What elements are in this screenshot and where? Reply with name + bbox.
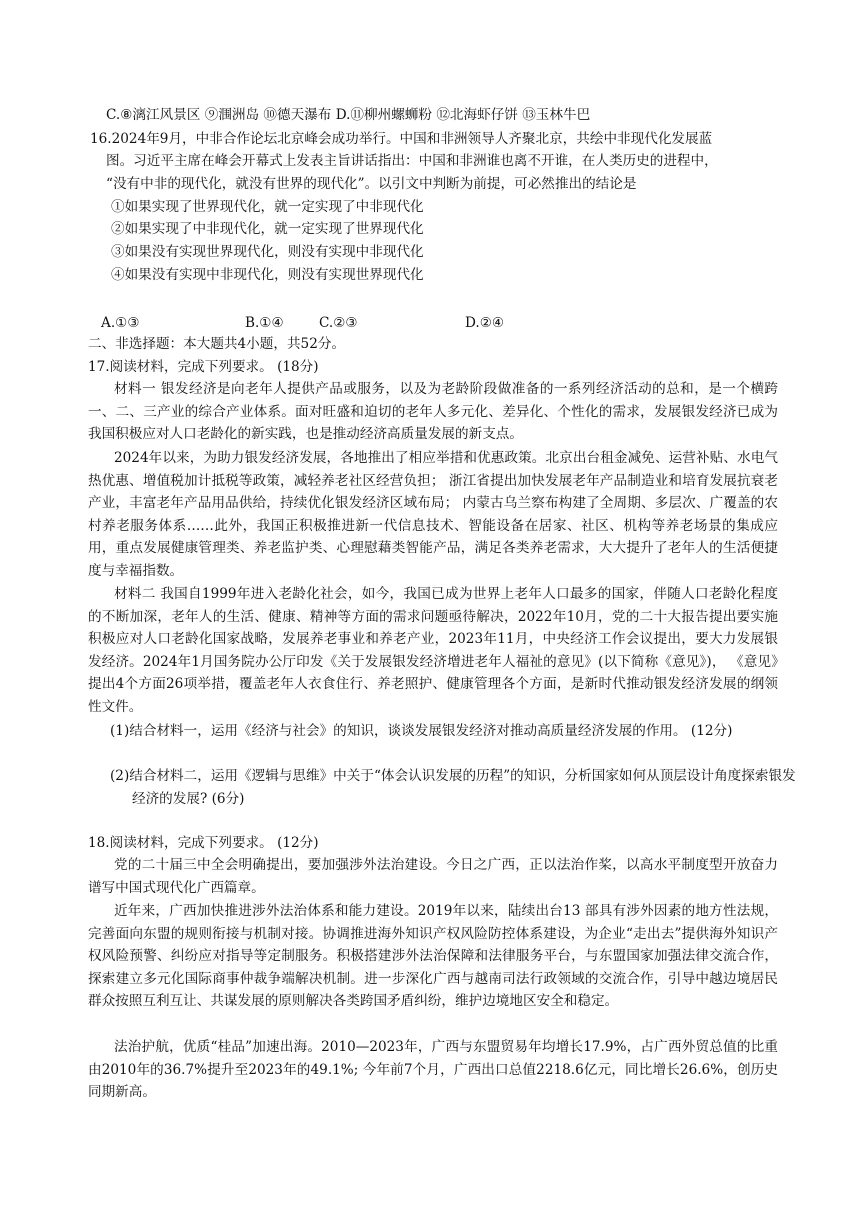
q16-statement-3: ③如果没有实现世界现代化，则没有实现中非现代化 [111, 244, 424, 260]
q17-subquestion-2: (2)结合材料二，运用《逻辑与思维》中关于“体会认识发展的历程”的知识，分析国家如何从顶层设计角度探索银发经济的发展? (6分) [110, 768, 796, 807]
q16-option-b: B.①④ [245, 315, 284, 331]
q17-heading: 17.阅读材料，完成下列要求。 (18分) [88, 359, 319, 375]
q16-statement-1: ①如果实现了世界现代化，就一定实现了中非现代化 [111, 199, 424, 215]
q16-stem-line-3: “没有中非的现代化，就没有世界的现代化”。以引文中判断为前提，可必然推出的结论是 [106, 176, 637, 192]
q17-material-1: 材料一 银发经济是向老年人提供产品或服务，以及为老龄阶段做准备的一系列经济活动的总和，是一个横跨一、二、三产业的综合产业体系。面对旺盛和迫切的老年人多元化、差异化、个性化的需求，发展银发经济已成为我国积极应对人口老龄化的新实践，也是推动经济高质量发展的新支点。 [88, 381, 778, 443]
q16-stem-line-2: 图。习近平主席在峰会开幕式上发表主旨讲话指出：中国和非洲谁也离不开谁，在人类历史的进程中， [106, 153, 718, 169]
q17-material-2: 材料二 我国自1999年进入老龄化社会，如今，我国已成为世界上老年人口最多的国家，伴随人口老龄化程度的不断加深，老年人的生活、健康、精神等方面的需求问题亟待解决，2022年10月，党的二十大报告提出要实施积极应对人口老龄化国家战略，发展养老事业和养老产业，2023年11月，中央经济工作会议提出，要大力发展银发经济。2024年1月国务院办公厅印发《关于发展银发经济增进老年人福祉的意见》(以下简称《意见》)， 《意见》提出4个方面26项举措，覆盖老年人衣食住行、养老照护、健康管理各个方面，是新时代推动银发经济发展的纲领性文件。 [88, 586, 778, 715]
q18-paragraph-3: 法治护航，优质“桂品”加速出海。2010—2023年，广西与东盟贸易年均增长17.9%，占广西外贸总值的比重由2010年的36.7%提升至2023年的49.1%; 今年前7个月，广西出口总值2218.6亿元，同比增长26.6%，创历史同期新高。 [88, 1039, 778, 1101]
q16-option-c: C.②③ [319, 315, 358, 331]
q18-paragraph-1: 党的二十届三中全会明确提出，要加强涉外法治建设。今日之广西，正以法治作桨，以高水平制度型开放奋力谱写中国式现代化广西篇章。 [88, 857, 778, 896]
q17-material-1-cont: 2024年以来，为助力银发经济发展，各地推出了相应举措和优惠政策。北京出台租金减免、运营补贴、水电气热优惠、增值税加计抵税等政策，减轻养老社区经营负担； 浙江省提出加快发展老年产品制造业和培育发展抗衰老产业，丰富老年产品用品供给，持续优化银发经济区域布局； 内蒙古乌兰察布构建了全周期、多层次、广覆盖的农村养老服务体系……此外，我国正积极推进新一代信息技术、智能设备在居家、社区、机构等养老场景的集成应用，重点发展健康管理类、养老监护类、心理慰藉类智能产品，满足各类养老需求，大大提升了老年人的生活便捷度与幸福指数。 [88, 450, 778, 579]
q15-option-c-line: C.⑧漓江风景区 ⑨涠洲岛 ⑩德天瀑布 D.⑪柳州螺蛳粉 ⑫北海虾仔饼 ⑬玉林牛巴 [106, 107, 591, 123]
section-2-title: 二、非选择题：本大题共4小题，共52分。 [88, 336, 346, 352]
q17-subquestion-1: (1)结合材料一，运用《经济与社会》的知识，谈谈发展银发经济对推动高质量经济发展的作用。 (12分) [110, 723, 733, 739]
q16-statement-2: ②如果实现了中非现代化，就一定实现了世界现代化 [111, 221, 424, 237]
q16-option-a: A.①③ [101, 315, 140, 331]
q16-stem-line-1: 16.2024年9月，中非合作论坛北京峰会成功举行。中国和非洲领导人齐聚北京，共绘中非现代化发展蓝 [90, 131, 713, 147]
q16-option-d: D.②④ [465, 315, 505, 331]
q18-paragraph-2: 近年来，广西加快推进涉外法治体系和能力建设。2019年以来，陆续出台13 部具有涉外因素的地方性法规，完善面向东盟的规则衔接与机制对接。协调推进海外知识产权风险防控体系建设，为企业“走出去”提供海外知识产权风险预警、纠纷应对指导等定制服务。积极搭建涉外法治保障和法律服务平台，与东盟国家加强法律交流合作，探索建立多元化国际商事仲裁争端解决机制。进一步深化广西与越南司法行政领域的交流合作，引导中越边境居民群众按照互利互让、共谋发展的原则解决各类跨国矛盾纠纷，维护边境地区安全和稳定。 [88, 903, 778, 1010]
q18-heading: 18.阅读材料，完成下列要求。 (12分) [88, 835, 319, 851]
q16-statement-4: ④如果没有实现中非现代化，则没有实现世界现代化 [111, 267, 424, 283]
